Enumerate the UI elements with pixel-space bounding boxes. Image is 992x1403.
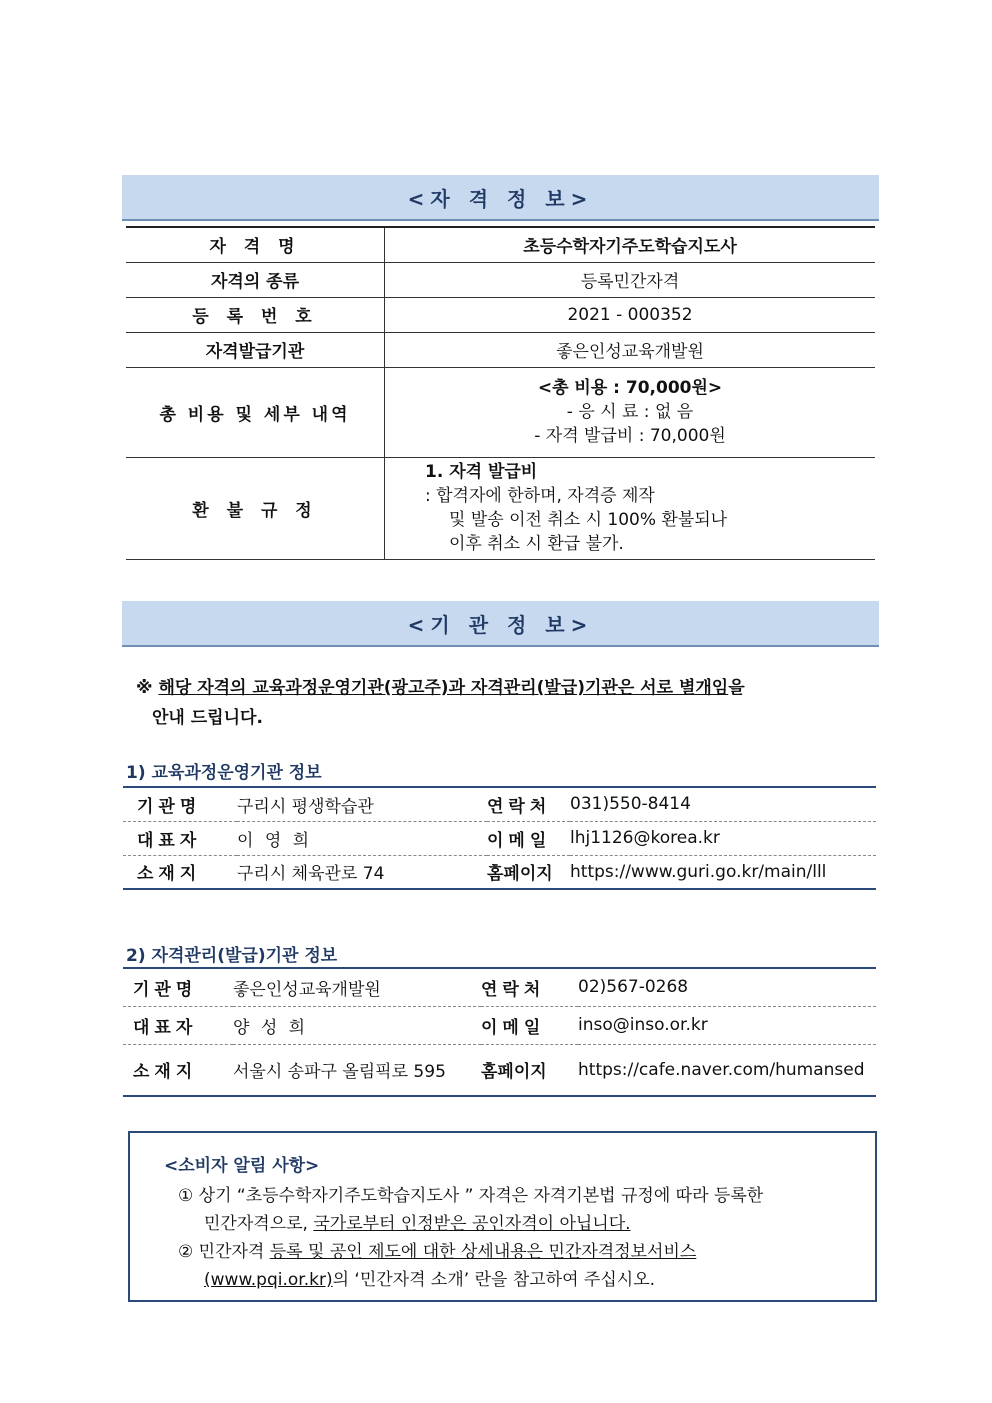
homepage-link[interactable]: https://cafe.naver.com/humansed — [578, 1059, 865, 1080]
table-row — [126, 332, 875, 367]
row-label: 자 격 명 — [126, 227, 385, 262]
row-label: 등 록 번 호 — [126, 297, 385, 332]
homepage-link[interactable]: https://www.guri.go.kr/main/lll — [570, 861, 827, 882]
underlined-text: 국가로부터 인정받은 공인자격이 아닙니다. — [313, 1214, 631, 1234]
mgmt-org-title: 2) 자격관리(발급)기관 정보 — [126, 946, 338, 966]
table-row — [126, 262, 875, 297]
key-label: 소재지 — [137, 864, 202, 885]
key-label: 대표자 — [137, 830, 202, 851]
key-value: inso@inso.or.kr — [578, 1015, 708, 1035]
table-row — [126, 297, 875, 332]
table-row — [123, 855, 876, 889]
table-row — [126, 457, 875, 559]
key-value: 서울시 송파구 올림픽로 595 — [233, 1062, 446, 1083]
refund-title: 1. 자격 발급비 — [425, 462, 538, 482]
key-label: 홈페이지 — [481, 1062, 547, 1083]
mgmt-org-table — [123, 967, 876, 1097]
edu-org-title: 1) 교육과정운영기관 정보 — [126, 763, 322, 783]
refund-line: : 합격자에 한하며, 자격증 제작 — [425, 486, 655, 506]
key-label: 이메일 — [487, 830, 552, 851]
table-row — [126, 227, 875, 262]
row-value: 좋은인성교육개발원 — [385, 332, 876, 367]
issue-fee: - 자격 발급비 : 70,000원 — [534, 426, 726, 446]
row-label: 자격발급기관 — [126, 332, 385, 367]
qualification-table — [126, 226, 875, 560]
edu-org-table — [123, 786, 876, 890]
notice-rest: 을 — [728, 678, 745, 698]
refund-cell — [385, 457, 876, 559]
refund-line: 및 발송 이전 취소 시 100% 환불되나 — [449, 510, 728, 530]
table-row — [123, 1044, 876, 1096]
row-label: 자격의 종류 — [126, 262, 385, 297]
key-value: 031)550-8414 — [570, 794, 691, 815]
notice-underlined: 해당 자격의 교육과정운영기관(광고주)과 자격관리(발급)기관은 서로 별개임 — [158, 678, 729, 698]
row-value: 등록민간자격 — [385, 262, 876, 297]
consumer-notice-box — [128, 1131, 877, 1302]
reference-mark: ※ — [136, 678, 153, 698]
key-value: 구리시 체육관로 74 — [237, 864, 385, 885]
key-label: 기관명 — [137, 796, 202, 817]
key-label: 소재지 — [133, 1062, 198, 1083]
underlined-text: 등록 및 공인 제도에 대한 상세내용은 민간자격정보서비스 — [269, 1242, 697, 1262]
text: 민간자격으로, — [204, 1214, 314, 1234]
refund-line: 이후 취소 시 환급 불가. — [449, 534, 624, 554]
row-value: 2021 - 000352 — [385, 297, 876, 332]
key-label: 기관명 — [133, 979, 198, 1000]
table-row — [123, 1006, 876, 1044]
key-value: 이 영 희 — [237, 830, 313, 851]
table-row — [126, 367, 875, 457]
key-label: 연락처 — [487, 796, 552, 817]
key-label: 홈페이지 — [487, 864, 553, 885]
key-label: 연락처 — [481, 979, 546, 1000]
consumer-notice-title: <소비자 알림 사항> — [164, 1156, 320, 1176]
table-row — [123, 787, 876, 821]
table-row — [123, 968, 876, 1006]
row-label: 환 불 규 정 — [126, 457, 385, 559]
key-value: lhj1126@korea.kr — [570, 828, 720, 848]
notice-line — [136, 673, 846, 703]
key-value: 양 성 희 — [233, 1017, 309, 1038]
pqi-link[interactable]: (www.pqi.or.kr) — [204, 1270, 333, 1290]
row-value: 초등수학자기주도학습지도사 — [385, 227, 876, 262]
cost-total: <총 비용 : 70,000원> — [537, 378, 723, 398]
key-value: 좋은인성교육개발원 — [233, 979, 381, 1000]
cost-cell — [385, 367, 876, 457]
notice-line2: 안내 드립니다. — [152, 708, 263, 728]
notice-item-1: ① 상기 “초등수학자기주도학습지도사 ” 자격은 자격기본법 규정에 따라 등록한 — [178, 1186, 764, 1206]
key-value: 02)567-0268 — [578, 977, 689, 998]
org-info-banner: <기 관 정 보> — [122, 601, 879, 647]
table-row — [123, 821, 876, 855]
key-label: 이메일 — [481, 1017, 546, 1038]
row-label: 총 비용 및 세부 내역 — [126, 367, 385, 457]
notice-item-2 — [178, 1237, 696, 1262]
key-value: 구리시 평생학습관 — [237, 796, 374, 817]
key-label: 대표자 — [133, 1017, 198, 1038]
notice-item-2-cont — [204, 1265, 655, 1290]
text: ② 민간자격 — [178, 1242, 270, 1262]
qualification-info-banner: <자 격 정 보> — [122, 175, 879, 221]
org-notice — [136, 673, 846, 733]
notice-item-1-cont — [204, 1209, 631, 1234]
text: 의 ‘민간자격 소개’ 란을 참고하여 주십시오. — [332, 1270, 656, 1290]
exam-fee: - 응 시 료 : 없 음 — [566, 402, 694, 422]
